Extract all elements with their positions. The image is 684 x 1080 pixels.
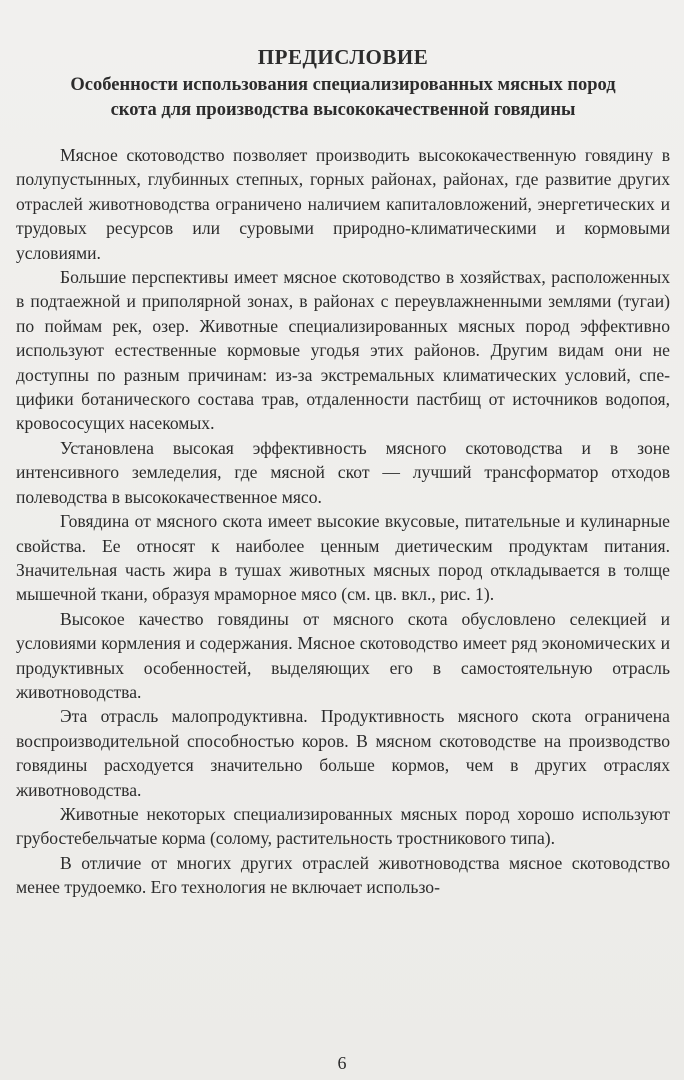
paragraph-5: Высокое качество говядины от мясного скота обусловлено селекцией и условиями кормления и содержания. Мясное скотоводство имеет ряд экономических и продуктивных особенностей, выделяющих его в самостоятельную отрасль животноводства. <box>16 608 670 702</box>
chapter-subtitle-line-2: скота для производства высококачественной говядины <box>110 100 576 120</box>
chapter-title: ПРЕДИСЛОВИЕ <box>257 45 429 69</box>
paragraph-4: Говядина от мясного скота имеет высокие вкусовые, питательные и кулинарные свойства. Ее относят к наиболее ценным диетическим продуктам питания. Значительная часть жира в тушах животных мясных пород откладывается в толще мышечной ткани, образуя мраморное мясо (см. цв. вкл., рис. 1). <box>16 511 670 605</box>
chapter-heading <box>16 44 670 123</box>
chapter-subtitle-line-1: Особенности использования специализированных мясных пород <box>70 75 616 95</box>
paragraph-7: Животные некоторых специализированных мясных пород хорошо используют грубостебельчатые корма (солому, растительность тростникового типа). <box>16 803 670 849</box>
paragraph-8: В отличие от многих других отраслей животноводства мясное скотоводство менее трудоемко. Его технология не включает использо- <box>16 852 670 898</box>
paragraph-3: Установлена высокая эффективность мясного скотоводства и в зоне интенсивного земледелия, где мясной скот — лучший трансформатор отходов полеводства в высококачественное мясо. <box>16 437 670 507</box>
body-text <box>16 143 670 900</box>
paragraph-1: Мясное скотоводство позволяет производить высококачественную говядину в полупустынных, глубинных степных, горных районах, районах, где развитие других отраслей животноводства ограничено наличием капиталовложений, энергетических и трудовых ресурсов или суровыми природно-климатическими и кормовыми условиями. <box>16 145 670 263</box>
page-number: 6 <box>337 1053 347 1073</box>
paragraph-6: Эта отрасль малопродуктивна. Продуктивность мясного скота ограничена воспроизводительной способностью коров. В мясном скотоводстве на производство говядины расходуется значительно больше кормов, чем в других отраслях животноводства. <box>16 706 670 800</box>
paragraph-2: Большие перспективы имеет мясное скотоводство в хозяйствах, расположенных в подтаежной и приполярной зонах, в районах с переувлажненными землями (тугаи) по поймам рек, озер. Животные специализированных мясных пород эффективно используют естественные кормовые угодья этих районов. Другим видам они не доступны по разным причинам: из-за экстремальных климатических условий, специфики ботанического состава трав, отдаленности пастбищ от источников водопоя, кровососущих насекомых. <box>16 267 670 434</box>
